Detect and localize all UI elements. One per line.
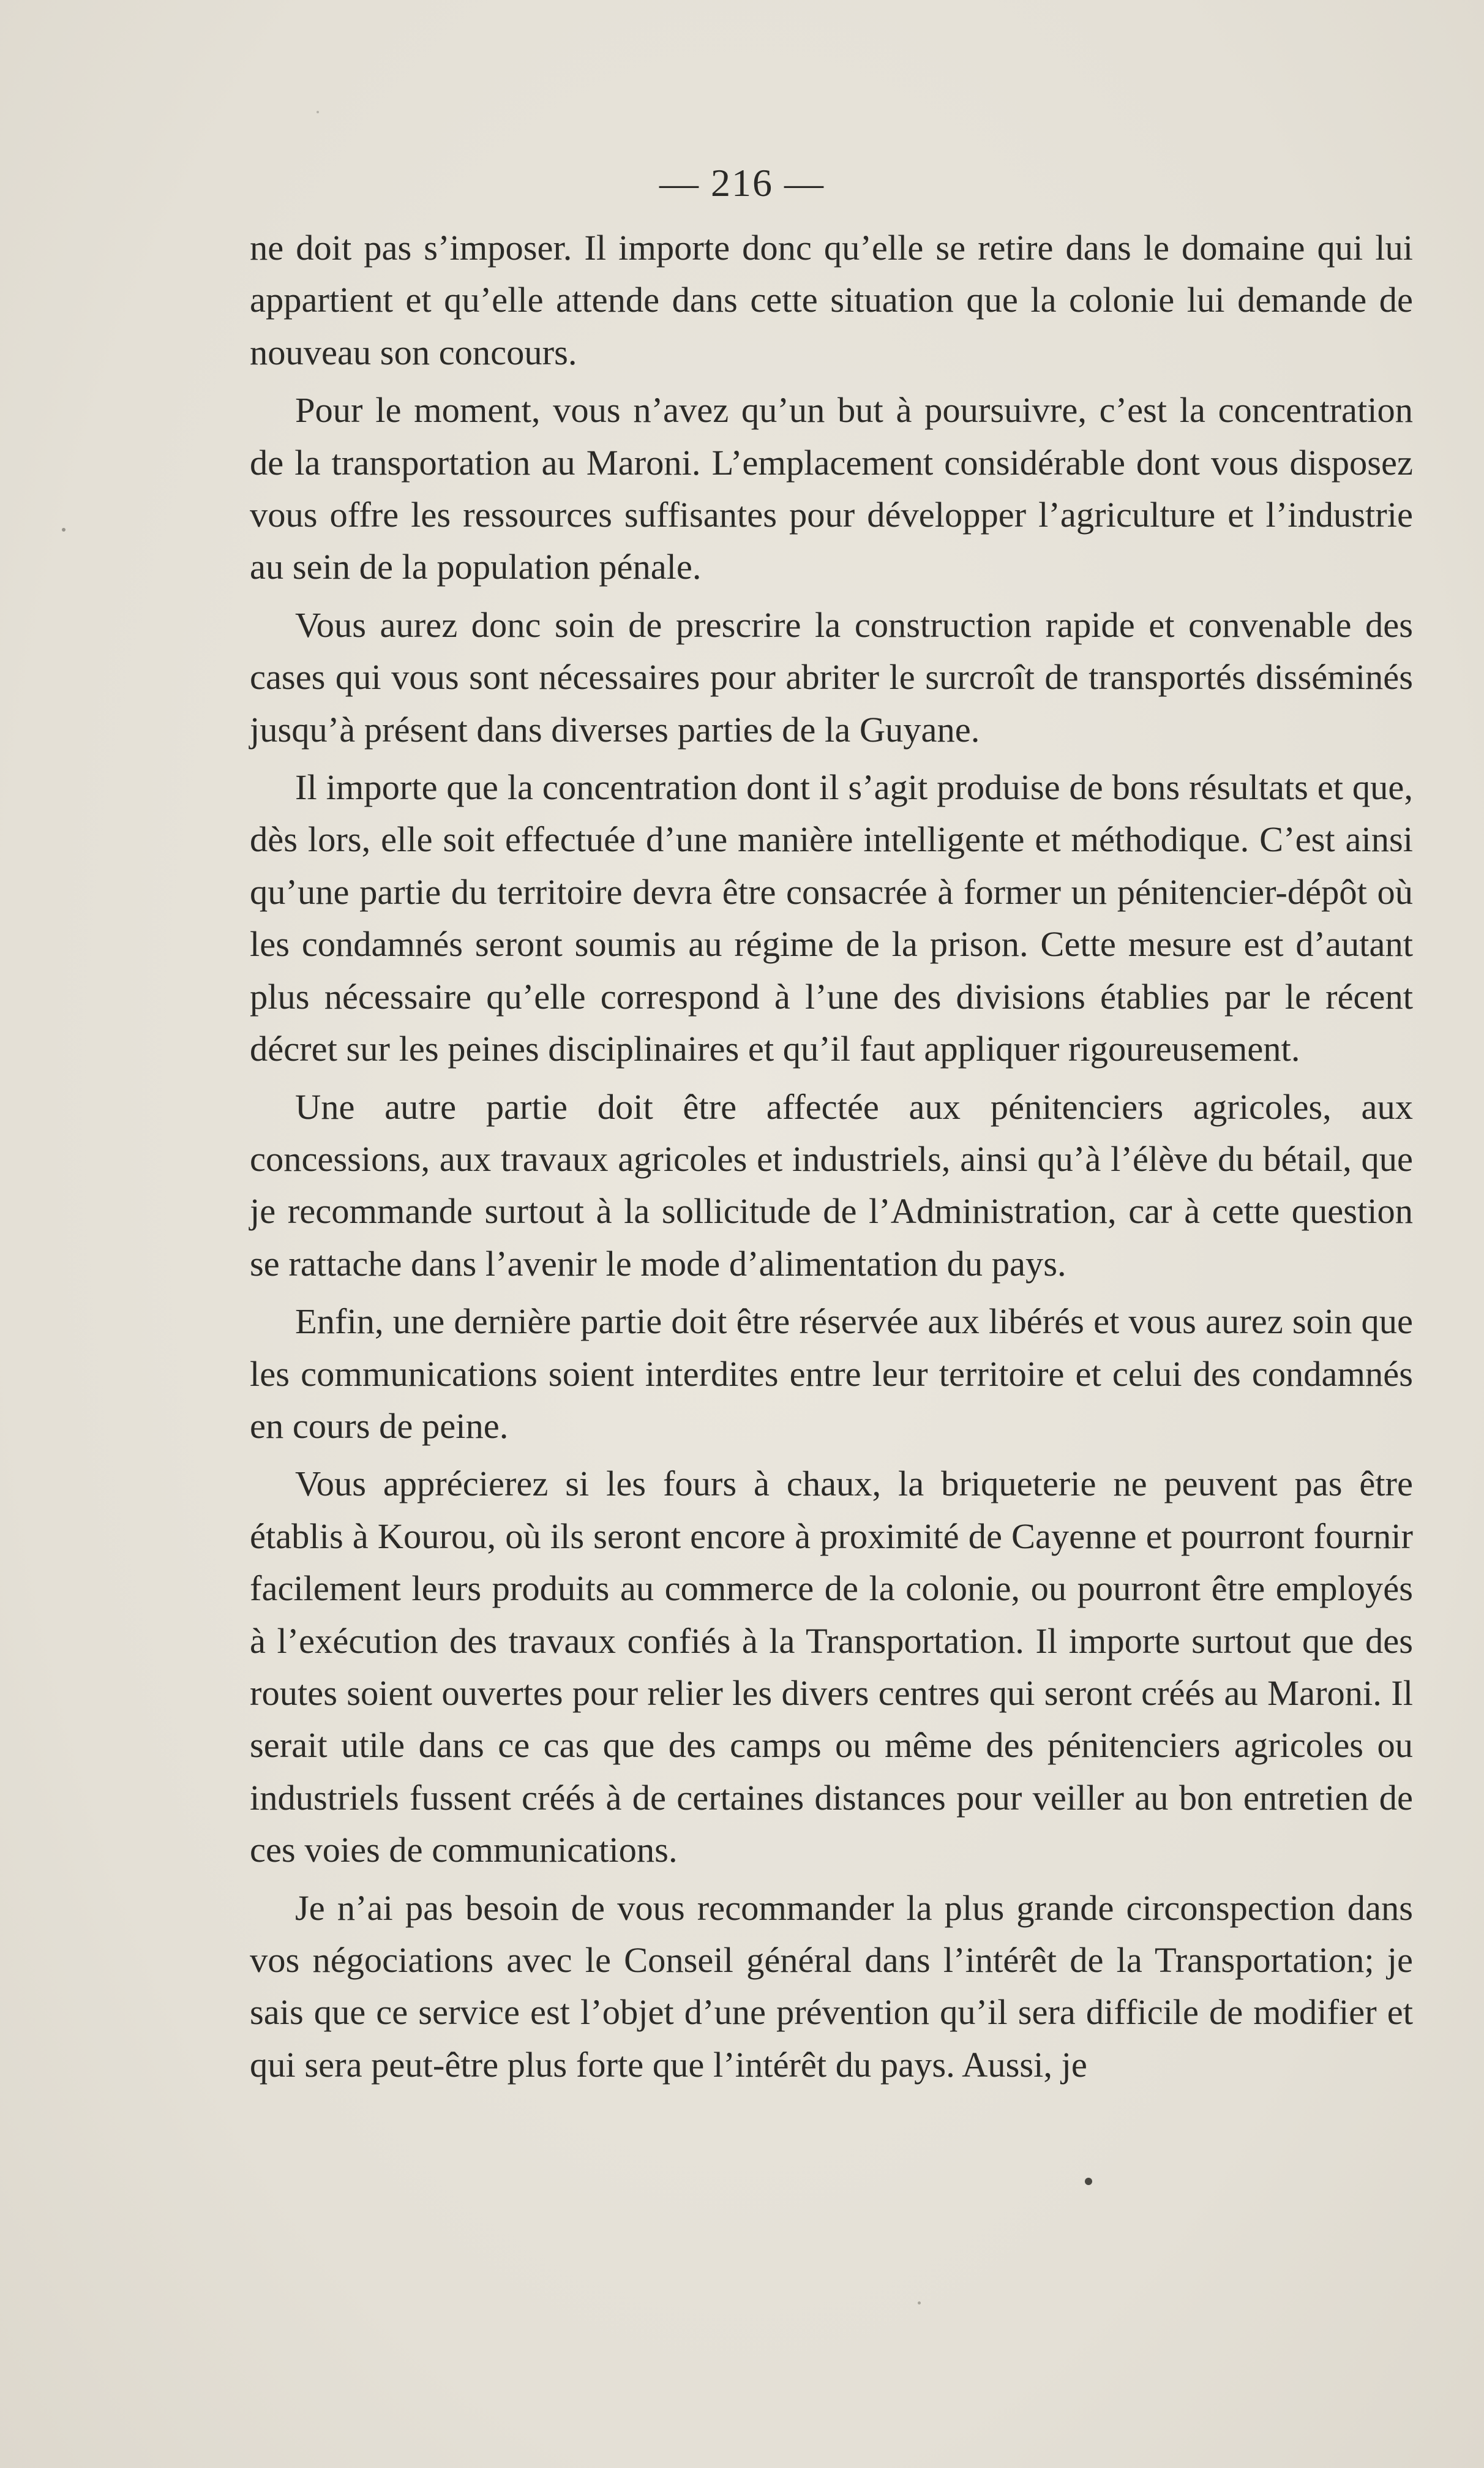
- paragraph-8: Je n’ai pas besoin de vous recommander la plus grande circonspection dans vos négociations avec le Conseil général dans l’intérêt de la Transportation; je sais que ce service est l’objet d’une prévention qu’il sera difficile de modifier et qui sera peut-être plus forte que l’intérêt du pays. Aussi, je: [250, 1887, 1413, 2085]
- paragraph-1: ne doit pas s’imposer. Il importe donc qu’elle se retire dans le domaine qui lui appartient et qu’elle attende dans cette situation que la colonie lui demande de nouveau son concours.: [250, 228, 1413, 372]
- paper-speck: [317, 111, 319, 113]
- paragraph-2: Pour le moment, vous n’avez qu’un but à poursuivre, c’est la concentration de la transportation au Maroni. L’emplacement considérable dont vous disposez vous offre les ressources suffisantes pour développer l’agriculture et l’industrie au sein de la population pénale.: [250, 390, 1413, 587]
- paper-speck: [1085, 2178, 1092, 2185]
- paragraph-4: Il importe que la concentration dont il s’agit produise de bons résultats et que, dès lors, elle soit effectuée d’une manière intelligente et méthodique. C’est ainsi qu’une partie du territoire devra être consacrée à former un pénitencier-dépôt où les condamnés seront soumis au régime de la prison. Cette mesure est d’autant plus nécessaire qu’elle correspond à l’une des divisions établies par le récent décret sur les peines disciplinaires et qu’il faut appliquer rigoureusement.: [250, 767, 1413, 1069]
- paper-speck: [62, 528, 66, 532]
- body-text: [250, 222, 1413, 2096]
- paragraph-3: Vous aurez donc soin de prescrire la construction rapide et convenable des cases qui vous sont nécessaires pour abriter le surcroît de transportés disséminés jusqu’à présent dans diverses parties de la Guyane.: [250, 604, 1413, 750]
- paragraph-6: Enfin, une dernière partie doit être réservée aux libérés et vous aurez soin que les communications soient interdites entre leur territoire et celui des condamnés en cours de peine.: [250, 1301, 1413, 1446]
- page-number: — 216 —: [659, 161, 825, 205]
- paper-speck: [918, 2301, 921, 2304]
- paragraph-7: Vous apprécierez si les fours à chaux, la briqueterie ne peuvent pas être établis à Kourou, où ils seront encore à proximité de Cayenne et pourront fournir facilement leurs produits au commerce de la colonie, ou pourront être employés à l’exécution des travaux confiés à la Transportation. Il importe surtout que des routes soient ouvertes pour relier les divers centres qui seront créés au Maroni. Il serait utile dans ce cas que des camps ou même des pénitenciers agricoles ou industriels fussent créés à de certaines distances pour veiller au bon entretien de ces voies de communications.: [250, 1464, 1413, 1870]
- paragraph-5: Une autre partie doit être affectée aux pénitenciers agricoles, aux concessions, aux travaux agricoles et industriels, ainsi qu’à l’élève du bétail, que je recommande surtout à la sollicitude de l’Administration, car à cette question se rattache dans l’avenir le mode d’alimentation du pays.: [250, 1086, 1413, 1284]
